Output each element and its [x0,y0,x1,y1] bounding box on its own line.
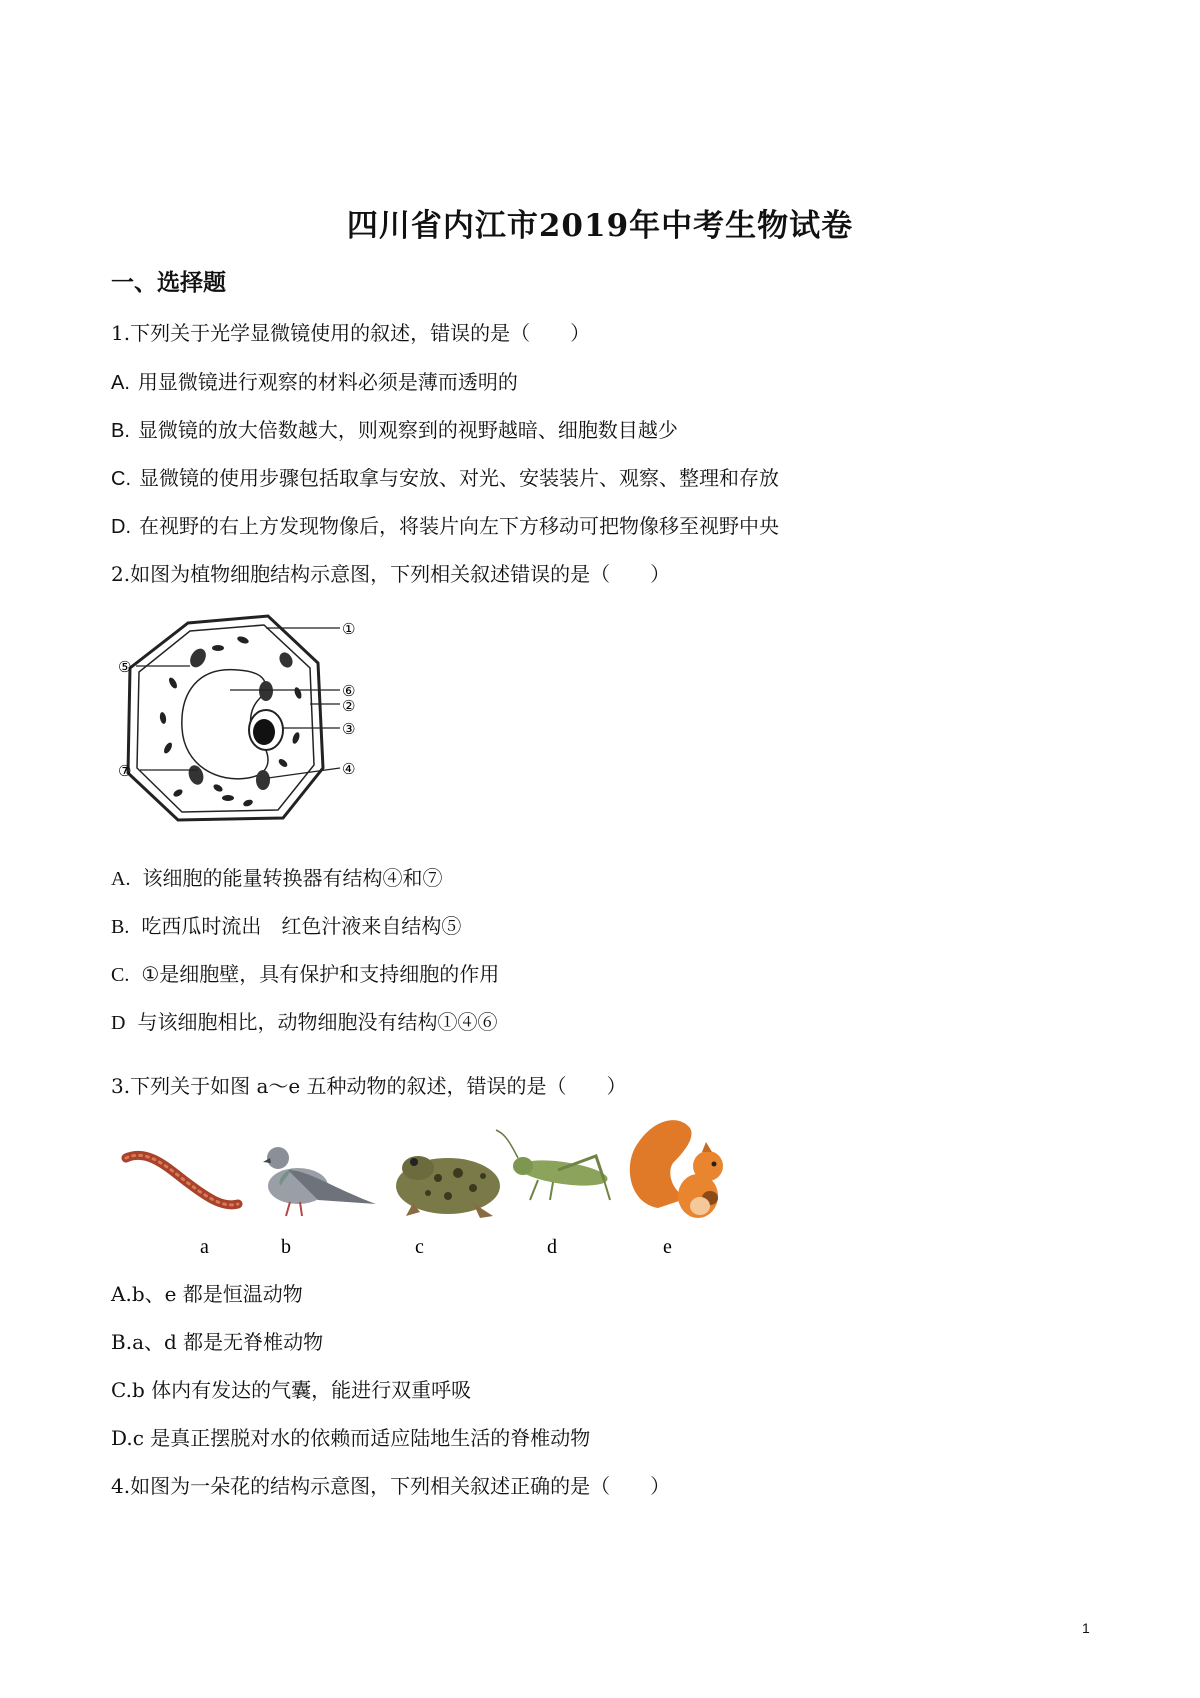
chloroplast [259,681,273,701]
option-letter: B. [111,1330,133,1354]
question-3-option-a [111,1278,303,1307]
option-letter: A. [111,1282,132,1306]
section-heading: 一、选择题 [111,269,226,296]
option-text: 与该细胞相比，动物细胞没有结构①④⑥ [137,1010,498,1034]
label-2: ② [342,697,356,715]
label-4: ④ [342,760,356,778]
question-1-option-b [111,414,678,443]
option-letter: D [111,1012,126,1034]
question-2-option-b [111,910,461,939]
option-text: a、d 都是无脊椎动物 [132,1330,324,1354]
question-1-option-c [111,462,779,491]
question-3-option-b [111,1326,323,1355]
option-text: 吃西瓜时流出 红色汁液来自结构⑤ [141,914,462,938]
option-text: b 体内有发达的气囊，能进行双重呼吸 [131,1378,472,1402]
option-letter: A. [111,372,130,394]
option-text: 该细胞的能量转换器有结构④和⑦ [142,866,443,890]
animal-label-e: e [663,1236,672,1258]
frog-icon [396,1156,500,1218]
animals-figure [118,1108,788,1258]
label-5: ⑤ [118,658,132,676]
label-7: ⑦ [118,762,132,780]
chloroplast [256,770,270,790]
page-number: 1 [1082,1620,1090,1636]
option-letter: B. [111,420,130,442]
animal-label-c: c [415,1236,424,1258]
page-title: 四川省内江市2019年中考生物试卷 [346,208,854,244]
question-2-option-d [111,1006,497,1035]
question-1-stem: 1.下列关于光学显微镜使用的叙述，错误的是（ ） [111,321,591,345]
option-text: b、e 都是恒温动物 [131,1282,303,1306]
plant-cell-diagram [118,608,368,828]
option-letter: C. [111,1378,132,1402]
option-text: 在视野的右上方发现物像后，将装片向左下方移动可把物像移至视野中央 [139,514,779,538]
option-letter: C. [111,964,130,986]
label-1: ① [342,620,356,638]
question-4-stem: 4.如图为一朵花的结构示意图，下列相关叙述正确的是（ ） [111,1474,671,1498]
earthworm-icon [126,1155,238,1205]
option-letter: D. [111,516,131,538]
label-6: ⑥ [342,682,356,700]
grasshopper-icon [496,1130,610,1200]
option-letter: B. [111,916,130,938]
option-text: 用显微镜进行观察的材料必须是薄而透明的 [137,370,518,394]
option-text: ①是细胞壁，具有保护和支持细胞的作用 [141,962,500,986]
squirrel-icon [630,1120,723,1218]
option-text: 显微镜的使用步骤包括取拿与安放、对光、安装装片、观察、整理和存放 [139,466,779,490]
label-3: ③ [342,720,356,738]
question-2-option-c [111,958,499,987]
pigeon-icon [263,1147,376,1216]
animal-label-d: d [547,1236,557,1258]
question-2-option-a [111,862,442,891]
question-3-option-c [111,1374,471,1403]
option-text: c 是真正摆脱对水的依赖而适应陆地生活的脊椎动物 [132,1426,591,1450]
question-3-stem: 3.下列关于如图 a～e 五种动物的叙述，错误的是（ ） [111,1074,627,1098]
option-letter: D. [111,1426,133,1450]
animal-label-b: b [281,1236,291,1258]
option-letter: C. [111,468,131,490]
nucleolus [253,719,275,745]
option-text: 显微镜的放大倍数越大，则观察到的视野越暗、细胞数目越少 [137,418,678,442]
question-1-option-a [111,366,518,395]
animal-label-a: a [200,1236,209,1258]
question-2-stem: 2.如图为植物细胞结构示意图，下列相关叙述错误的是（ ） [111,562,671,586]
question-1-option-d [111,510,779,539]
option-letter: A. [111,868,131,890]
question-3-option-d [111,1422,590,1451]
